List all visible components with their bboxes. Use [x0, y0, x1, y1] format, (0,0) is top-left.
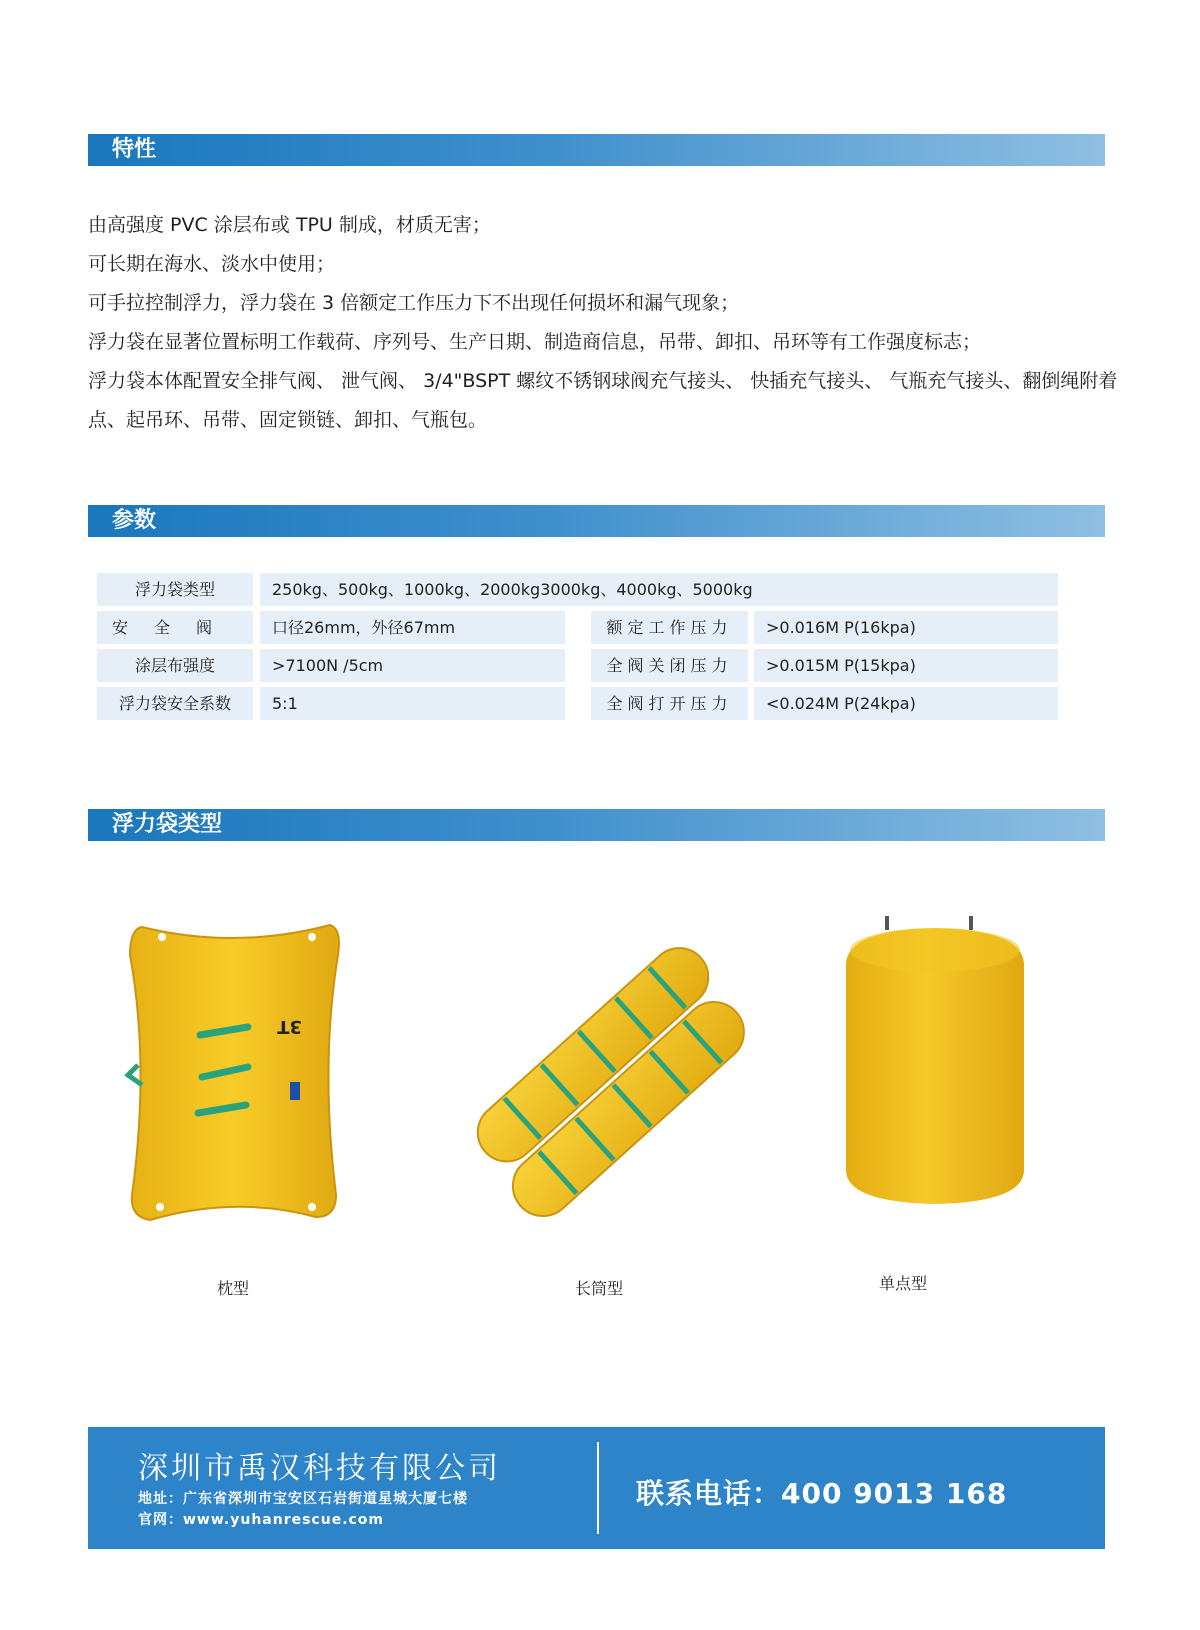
features-list — [88, 206, 1118, 440]
tube-bag-image — [450, 920, 750, 1220]
param-value: 5:1 — [260, 687, 565, 720]
feature-item: 浮力袋在显著位置标明工作载荷、序列号、生产日期、制造商信息，吊带、卸扣、吊环等有工作强度标志； — [88, 331, 982, 353]
param-label: 涂层布强度 — [97, 649, 253, 682]
param-label: 安全阀 — [97, 611, 253, 644]
single-point-bag-image — [840, 910, 1030, 1210]
company-address: 地址：广东省深圳市宝安区石岩街道星城大厦七楼 — [138, 1491, 468, 1507]
param-value: >0.015M P(15kpa) — [754, 649, 1058, 682]
product-caption-pillow: 枕型 — [216, 1279, 249, 1298]
param-value: >0.016M P(16kpa) — [754, 611, 1058, 644]
param-label: 全阀打开压力 — [591, 687, 748, 720]
footer-banner — [88, 1427, 1105, 1549]
param-value: 250kg、500kg、1000kg、2000kg3000kg、4000kg、5000kg — [260, 573, 1058, 606]
pillow-bag-image — [120, 915, 350, 1230]
param-label: 浮力袋安全系数 — [97, 687, 253, 720]
param-value: 口径26mm，外径67mm — [260, 611, 565, 644]
feature-item: 浮力袋本体配置安全排气阀、 泄气阀、 3/4"BSPT 螺纹不锈钢球阀充气接头、 快插充气接头、 气瓶充气接头、翻倒绳附着点、起吊环、吊带、固定锁链、卸扣、气瓶包。 — [88, 370, 1118, 431]
feature-item: 由高强度 PVC 涂层布或 TPU 制成，材质无害； — [88, 214, 491, 236]
feature-item: 可手拉控制浮力，浮力袋在 3 倍额定工作压力下不出现任何损坏和漏气现象； — [88, 292, 740, 314]
param-value: <0.024M P(24kpa) — [754, 687, 1058, 720]
footer-divider — [597, 1442, 599, 1534]
contact-phone: 联系电话：400 9013 168 — [636, 1477, 1008, 1510]
params-title: 参数 — [112, 508, 157, 533]
features-header — [88, 134, 1105, 166]
types-header — [88, 809, 1105, 841]
params-header — [88, 505, 1105, 537]
pillow-mark: 3T — [277, 1016, 302, 1037]
features-title: 特性 — [112, 137, 157, 162]
product-caption-single: 单点型 — [878, 1274, 927, 1293]
param-label: 浮力袋类型 — [97, 573, 253, 606]
types-title: 浮力袋类型 — [112, 812, 223, 837]
param-label: 额定工作压力 — [591, 611, 748, 644]
product-caption-tube: 长筒型 — [574, 1279, 623, 1298]
company-website: 官网：www.yuhanrescue.com — [138, 1512, 385, 1528]
param-label: 全阀关闭压力 — [591, 649, 748, 682]
param-value: >7100N /5cm — [260, 649, 565, 682]
feature-item: 可长期在海水、淡水中使用； — [88, 253, 336, 275]
company-name: 深圳市禹汉科技有限公司 — [138, 1451, 501, 1486]
